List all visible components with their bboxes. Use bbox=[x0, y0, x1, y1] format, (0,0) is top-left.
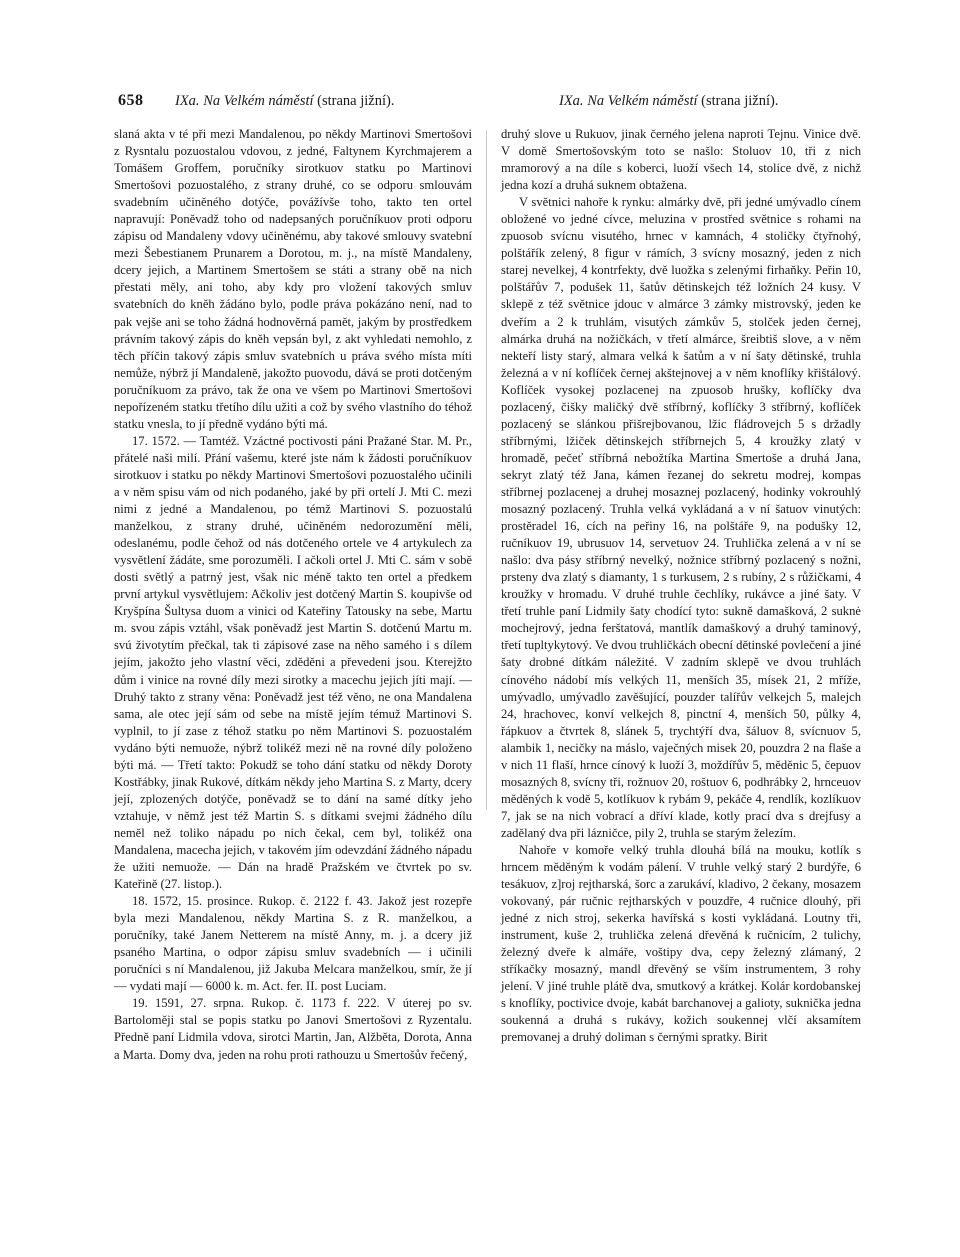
running-head-right bbox=[559, 93, 778, 110]
running-head-left-suffix: (strana jižní). bbox=[317, 93, 395, 109]
left-text-column bbox=[114, 126, 472, 1064]
right-paragraph-2: V světnici nahoře k rynku: almárky dvě, při jedné umývadlo cínem obložené vo jedné cívce, meluzina v prostřed světnice s rohami na zpuosob svícnu visutého, hrnec v kamnách, 4 stoličky čtyřnohý, polštářík zelený, 8 figur v rámích, 3 svícny mosazný, jeden z nich starej nevelkej, 4 kontrfekty, dvě luožka s zelenými firhaňky. Peřin 10, polštářův 7, podušek 11, šatův dětinskejch též ložních 24 kusy. V sklepě z též světnice jdouc v almárce 3 zámky mistrovský, jeden ke dveřím a 2 k truhlám, visutých zámkův 5, stolček jeden černej, almárka druhá na nožičkách, v třetí almárce, šreibtiš slove, a v něm nekteří listy starý, almara velká k šatům a v ní šaty dětinské, truhla železná a v ní koflíček černej akštejnovej a v něm knoflíky křištálový. Koflíček vysokej pozlacenej na zpuosob hrušky, koflíčky dva pozlacený, čišky maličký dvě stříbrný, koflíčky 3 stříbrný, koflíček pozlacený se slánkou přišrejbovanou, lžic fládrovejch 5 s držadly stříbrnými, lžiček dětinskejch stříbrnejch 5, 4 kroužky zlatý v hromadě, pečeť stříbrná nebožtíka Martina Smertoše a druhá Jana, sekryt zlatý též Jana, kámen řezanej do sekretu modrej, kompas stříbrnej pozlacenej a druhej mosaznej pozlacený, hodinky vokrouhlý mosazný pozlacený. Truhla velká vykládaná a v ní šatuov vinutých: prostěradel 16, cích na peřiny 16, na polštáře 9, na podušky 12, ručníkuov 19, ubrusuov 14, servetuov 24. Truhlička zelená a v ní se našlo: dva pásy stříbrný nevelký, nožnice stříbrný pozlacený s nožni, prsteny dva zlatý s diamanty, 1 s turkusem, 2 s rubíny, 2 s růžičkami, 4 kroužky v hromadu. V druhé truhle čechlíky, rukávce a jiné šaty. V třetí truhle paní Lidmily šaty chodící tyto: sukně damašková, 2 suknė mochejrový, jedna ferštatová, mantlík damaškový a druhý taminový, třetí tupltykytový. Ve dvou truhličkách obecní dětinské povlečení a jiné šaty drobné dítkám náležité. V zadním sklepě ve dvou truhlách cínového nádobí mís velkých 11, menších 35, mísek 21, 2 mříže, umývadlo, umývadlo zavěšující, pouzder talířův velkejch 5, malejch 24, hrachovec, konví velkejch 8, pinctní 4, menších 50, půlky 4, řápkuov a čtvrtek 8, slánek 5, trychtýří dva, šáluov 8, svícnuov 5, alambik 1, necičky na máslo, vaječných misek 20, pouzdra 2 na flaše a v nich 11 flaší, hrnce cínový k luoží 3, moždířův 5, měděnic 5, čepuov mosazných 8, svícny tři, rožnuov 20, roštuov 6, podhrábky 2, hrnceuov měděných k vodě 5, kotlíkuov k rybám 9, pekáče 4, rendlík, kozlíkuov 7, jak se na nich vobrací a dříví klade, kotly prací dva s drejfusy a zadělaný dva při lázničce, pily 2, truhla se starým železím. bbox=[501, 195, 861, 840]
entry-18: 18. 1572, 15. prosince. Rukop. č. 2122 f. 43. Jakož jest rozepře byla mezi Mandalenou, někdy Martina S. z R. manželkou, a poručníky, také Janem Netterem na místě Anny, m. j. a dcery již psaného Martina, o odpor zápisu smluv svadebních — i učinili poručníci s ní Mandalenou, již Jakuba Melcara manželkou, smír, že jí — vydati mají — 6000 k. m. Act. fer. II. post Luciam. bbox=[114, 894, 472, 994]
running-head-left-prefix: IXa. bbox=[175, 93, 200, 109]
running-head-left bbox=[175, 93, 394, 110]
running-head-right-title: Na Velkém náměstí bbox=[587, 93, 698, 109]
right-text-column bbox=[501, 126, 861, 1047]
right-paragraph-3: Nahoře v komoře velký truhla dlouhá bílá na mouku, kotlík s hrncem měděným k vodám pálení. V truhle velký starý 2 burdýře, 6 tesákuov, z]roj rejtharská, šorc a zarukáví, kladivo, 2 čekany, mosazem vokovaný, pár ručnic rejtharských v pouzdře, 4 ručnice dlouhý, při jedné z nich stroj, sekerka havířská s kosti vykládaná. Loutny tři, instrument, kuše 2, truhlička zelená dřevěná k ručnicím, 2 tulichy, železný dveře k almáře, voštipy dva, cepy železný zlámaný, 2 stříkačky mosazný, mandl dřevěný se vším instrumentem, 3 rohy jelení. V jiné truhle plátě dva, smutkový a krátkej. Kolár kordobanskej s knoflíky, poctivice dvoje, kabát barchanovej a galioty, suknička jedna soukenná a druhá s rukávy, kožich soukennej vlčí aksamítem premovanej a druhý doliman s černými spratky. Birit bbox=[501, 842, 861, 1045]
column-divider bbox=[486, 130, 487, 810]
running-head-right-prefix: IXa. bbox=[559, 93, 584, 109]
entry-19: 19. 1591, 27. srpna. Rukop. č. 1173 f. 222. V úterej po sv. Bartoloměji stal se popis statku po Janovi Smertošovi z Ryzentalu. Předně paní Lidmila vdova, sirotci Martin, Jan, Alžběta, Dorota, Anna a Marta. Domy dva, jeden na rohu proti rathouzu u Smertošův řečený, bbox=[114, 996, 472, 1062]
page-number: 658 bbox=[118, 92, 144, 109]
right-paragraph-1: druhý slove u Rukuov, jinak černého jelena naproti Tejnu. Vinice dvě. V domě Smertošovským toto se našlo: Stoluov 10, tři z nich mramorový a na díle s koberci, luoží všech 14, stolice dvě, z nichž jedna kozí a druhá suknem obtažena. bbox=[501, 127, 861, 193]
entry-17: 17. 1572. — Tamtéž. Vzáctné poctivosti páni Pražané Star. M. Pr., přátelé naši milí. Přání vašemu, které jste nám k žádosti poručníkuov sirotkuov i statku po někdy Martinovi Smertošovi pozuostalého učinili a v něm spisu vám od nich podaného, jaké by při ortelí J. Mti C. mezi nimi z jedné a Mandalenou, po témž Martinovi S. pozuostalú manželkou, z strany druhé, učiněném nedorozumění měli, odeslanému, podle čehož od nás dotčeného ortele ve 4 artykulech za vysvětlení žádáte, sme porozuměli. I ačkoli ortel J. Mti C. sám v sobě dosti světlý a patrný jest, však nic méně takto ten ortel a předkem první artykul vysvětlujem: Ačkoliv jest dotčený Martin S. koupivše od Kryšpína Šultysa duom a vinici od Kateřiny Tatousky na sebe, Martu m. svou zápis vztáhl, však poněvadž jest Martin S. dotčenú Martu m. svú životytím přečkal, tak ti zápisové zase na něho samého i s dílem jejím, jakožto jeho vlastní věci, zděděni a převedeni jsou. Kterejžto dům i vinice na rovné díly mezi sirotky a macechu jejich jíti mají. — Druhý takto z strany věna: Poněvadž jest též věno, ne ona Mandalena sama, ale otec její sám od sebe na místě jejím témuž Martinovi S. vyplnil, to jí zase z téhož statku po něm Martinovi S. pozuostalém vydáno býti nemuože, nýbrž tolikéž mezi ně na rovné díly položeno býti má. — Třetí takto: Pokudž se toho dání statku od někdy Doroty Kostřábky, jinak Rukové, dítkám někdy jeho Martina S. z Marty, dcery její, zplozených dotýče, poněvadž se to dání na samé dítky jeho vztahuje, v němž jest též Martin S. s dítkami svejmi žádného dílu neměl než toliko nápadu po nich čekal, cem byl, tolikéž ona Mandalena, macecha jejich, v takovém jím odevzdání žádného nápadu že užiti nemuože. — Dán na hradě Pražském ve čtvrtek po sv. Kateřině (27. listop.). bbox=[114, 433, 472, 892]
page-header bbox=[118, 92, 838, 116]
running-head-right-suffix: (strana jižní). bbox=[701, 93, 779, 109]
running-head-left-title: Na Velkém náměstí bbox=[203, 93, 314, 109]
left-paragraph-1: slaná akta v té při mezi Mandalenou, po někdy Martinovi Smertošovi z Rysntalu pozuostalou vdovou, z jedné, Faltynem Kyrchmajerem a Tomášem Groffem, poručníky sirotkuov statku po Martinovi Smertošovi pozuostalého, z strany druhé, co se odporu smlouvám svadebním učiněného dotýče, povážívše toho, takto ten ortel napravují: Poněvadž toho od nadepsaných poručníkuov proti odporu zápisu od Mandaleny vdovy učiněnému, aby takové smlouvy svatební mezi Šebestianem Prunarem a Dorotou, m. j., na místě Mandaleny, dcery jejich, a Martinem Smertošem se státi a strany obě na nich přestati měly, ani toho, aby kdy pro vložení takových smluv svatebních do kněh žádáno bylo, podle práva pokázáno není, nad to pak vejše ani se toho žádná hodnověrná pamět, jakým by prostředkem právním takový zápis do kněh vepsán byl, z akt vyhledati nemohlo, z těch příčin takový zápis smluv svatebních u práva svého místa míti nemůže, nýbrž jí Mandaleně, jakožto puovodu, dává se proti dotčeným poručníkuom za právo, tak že ona ve všem po Martinovi Smertošovi nepořízeném statku třetího dílu užiti a což by svého vlastního do téhož statku vnesla, to jí předně vydáno býti má. bbox=[114, 127, 472, 431]
